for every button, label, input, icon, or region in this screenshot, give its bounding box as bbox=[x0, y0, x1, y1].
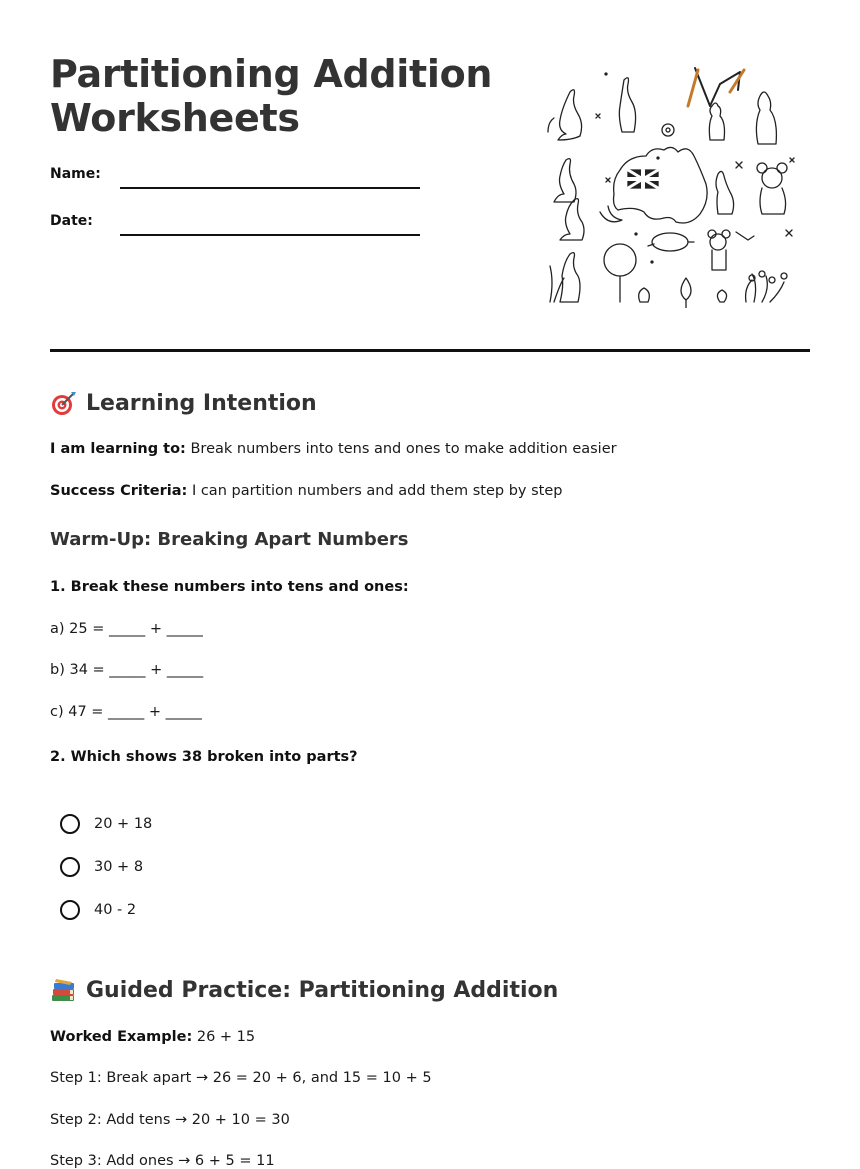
australia-animals-illustration bbox=[540, 62, 802, 308]
learning-label: I am learning to: bbox=[50, 441, 186, 457]
radio-button[interactable] bbox=[60, 857, 80, 877]
title-line-1: Partitioning Addition bbox=[50, 52, 493, 96]
radio-button[interactable] bbox=[60, 814, 80, 834]
option-a[interactable] bbox=[60, 814, 152, 834]
option-b-label: 30 + 8 bbox=[94, 859, 144, 875]
question-1: 1. Break these numbers into tens and ones: bbox=[50, 579, 409, 595]
option-a-label: 20 + 18 bbox=[94, 816, 153, 832]
date-field[interactable] bbox=[120, 234, 420, 236]
option-c-label: 40 - 2 bbox=[94, 902, 137, 918]
books-icon bbox=[50, 977, 78, 1003]
dart-target-icon bbox=[50, 390, 78, 416]
step-1: Step 1: Break apart → 26 = 20 + 6, and 15 = 10 + 5 bbox=[50, 1070, 432, 1086]
guided-practice-title: Guided Practice: Partitioning Addition bbox=[86, 977, 559, 1003]
worked-example-label: Worked Example: bbox=[50, 1029, 193, 1045]
radio-button[interactable] bbox=[60, 900, 80, 920]
name-label: Name: bbox=[50, 166, 101, 182]
warm-up-heading: Warm-Up: Breaking Apart Numbers bbox=[50, 529, 409, 550]
step-3: Step 3: Add ones → 6 + 5 = 11 bbox=[50, 1153, 275, 1169]
learning-statement bbox=[50, 441, 617, 457]
option-b[interactable] bbox=[60, 857, 143, 877]
learning-intention-heading bbox=[50, 390, 317, 416]
learning-intention-title: Learning Intention bbox=[86, 390, 317, 416]
title-line-2: Worksheets bbox=[50, 96, 300, 140]
worked-example-text: 26 + 15 bbox=[196, 1029, 256, 1045]
guided-practice-heading bbox=[50, 977, 558, 1003]
success-criteria bbox=[50, 483, 562, 499]
criteria-label: Success Criteria: bbox=[50, 483, 188, 499]
question-1-item-a: a) 25 = _____ + _____ bbox=[50, 621, 203, 637]
question-1-item-c: c) 47 = _____ + _____ bbox=[50, 704, 202, 720]
step-2: Step 2: Add tens → 20 + 10 = 30 bbox=[50, 1112, 290, 1128]
question-1-item-b: b) 34 = _____ + _____ bbox=[50, 662, 204, 678]
worked-example bbox=[50, 1029, 255, 1045]
question-2: 2. Which shows 38 broken into parts? bbox=[50, 749, 358, 765]
date-label: Date: bbox=[50, 213, 93, 229]
learning-text: Break numbers into tens and ones to make addition easier bbox=[190, 441, 617, 457]
section-divider bbox=[50, 349, 810, 352]
criteria-text: I can partition numbers and add them step by step bbox=[191, 483, 563, 499]
page-title bbox=[50, 52, 520, 140]
name-field[interactable] bbox=[120, 187, 420, 189]
option-c[interactable] bbox=[60, 900, 136, 920]
